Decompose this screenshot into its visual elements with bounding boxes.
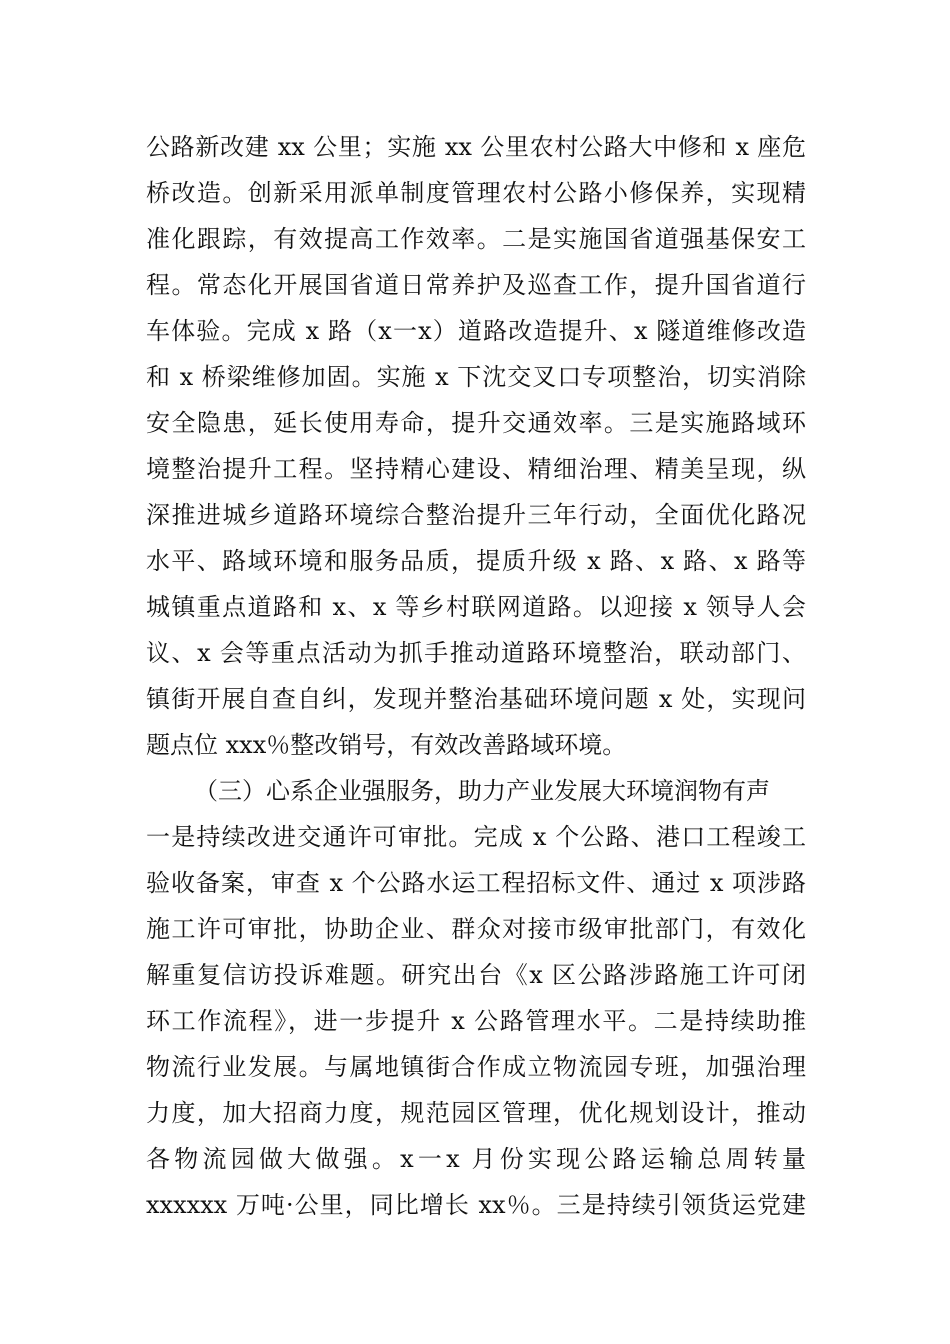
text-line: 车体验。完成 x 路（x一x）道路改造提升、x 隧道维修改造	[146, 317, 806, 345]
text-line: 程。常态化开展国省道日常养护及巡查工作，提升国省道行	[146, 271, 806, 299]
text-line: 一是持续改进交通许可审批。完成 x 个公路、港口工程竣工	[146, 823, 806, 851]
text-line: 验收备案，审查 x 个公路水运工程招标文件、通过 x 项涉路	[146, 869, 806, 897]
text-line: 水平、路域环境和服务品质，提质升级 x 路、x 路、x 路等	[146, 547, 806, 575]
section-heading: （三）心系企业强服务，助力产业发展大环境润物有声	[194, 777, 770, 805]
text-line: 城镇重点道路和 x、x 等乡村联网道路。以迎接 x 领导人会	[146, 593, 806, 621]
body-text	[146, 124, 806, 1228]
text-line: 物流行业发展。与属地镇街合作成立物流园专班，加强治理	[146, 1053, 806, 1081]
text-line: 公路新改建 xx 公里；实施 xx 公里农村公路大中修和 x 座危	[146, 133, 806, 161]
text-line: 深推进城乡道路环境综合整治提升三年行动，全面优化路况	[146, 501, 806, 529]
text-line: 施工许可审批，协助企业、群众对接市级审批部门，有效化	[146, 915, 806, 943]
text-line: 和 x 桥梁维修加固。实施 x 下沈交叉口专项整治，切实消除	[146, 363, 806, 391]
text-line: 准化跟踪，有效提高工作效率。二是实施国省道强基保安工	[146, 225, 806, 253]
text-line: 境整治提升工程。坚持精心建设、精细治理、精美呈现，纵	[146, 455, 806, 483]
text-line: 安全隐患，延长使用寿命，提升交通效率。三是实施路域环	[146, 409, 806, 437]
text-line: 议、x 会等重点活动为抓手推动道路环境整治，联动部门、	[146, 639, 806, 667]
text-line: 各物流园做大做强。x一x 月份实现公路运输总周转量	[146, 1145, 806, 1173]
text-line: 桥改造。创新采用派单制度管理农村公路小修保养，实现精	[146, 179, 806, 207]
text-line: 力度，加大招商力度，规范园区管理，优化规划设计，推动	[146, 1099, 806, 1127]
paragraph-end-line: 题点位 xxx％整改销号，有效改善路域环境。	[146, 731, 627, 759]
text-line: xxxxxx 万吨·公里，同比增长 xx％。三是持续引领货运党建	[146, 1191, 806, 1219]
text-line: 镇街开展自查自纠，发现并整治基础环境问题 x 处，实现问	[146, 685, 806, 713]
text-line: 解重复信访投诉难题。研究出台《x 区公路涉路施工许可闭	[146, 961, 806, 989]
text-line: 环工作流程》，进一步提升 x 公路管理水平。二是持续助推	[146, 1007, 806, 1035]
